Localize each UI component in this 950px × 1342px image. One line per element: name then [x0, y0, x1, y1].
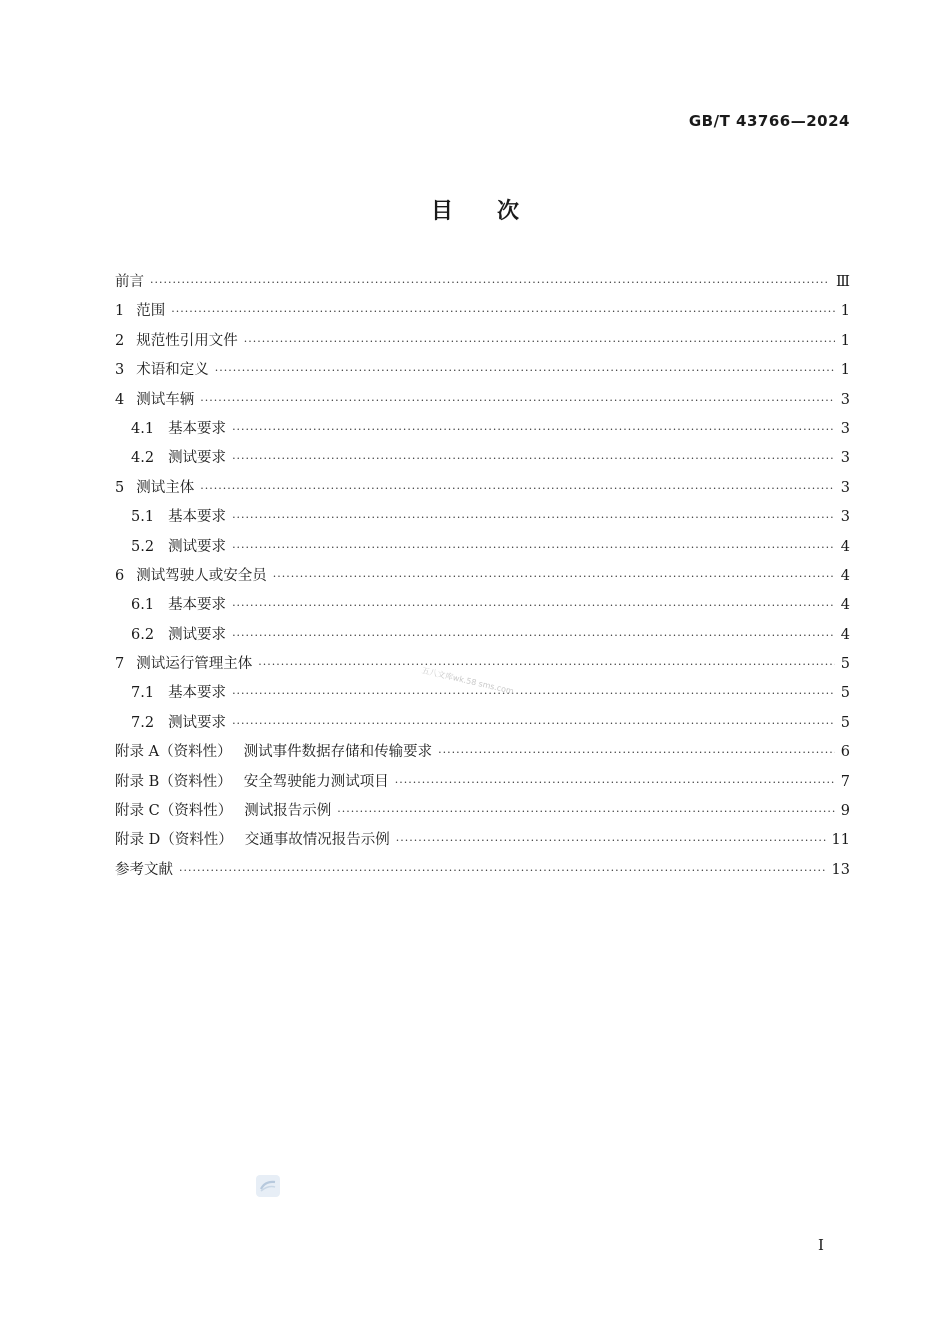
toc-entry[interactable] [115, 652, 850, 681]
toc-entry-number: 附录 D（资料性） [115, 832, 233, 849]
dot-leader [337, 805, 835, 818]
dot-leader [232, 629, 835, 642]
standard-number: GB/T 43766—2024 [688, 112, 850, 130]
toc-entry-number: 7.1 [131, 685, 155, 702]
toc-entry-number: 3 [115, 362, 125, 379]
watermark-text: 五八文库wk.58 sms.com [420, 665, 515, 696]
toc-entry-number: 2 [115, 332, 125, 349]
toc-entry[interactable] [115, 770, 850, 799]
toc-entry-label: 测试驾驶人或安全员 [136, 567, 267, 584]
toc-entry-number: 7.2 [131, 714, 155, 731]
toc-entry-label: 基本要求 [168, 597, 227, 614]
toc-entry-label: 规范性引用文件 [136, 332, 238, 349]
dot-leader [396, 834, 826, 847]
toc-entry-label: 测试运行管理主体 [136, 656, 253, 673]
toc-entry-label: 测试事件数据存储和传输要求 [243, 744, 433, 761]
toc-entry-label: 测试要求 [168, 626, 227, 643]
toc-entry-label: 测试主体 [136, 479, 195, 496]
dot-leader [258, 658, 835, 671]
toc-entry[interactable] [115, 740, 850, 769]
toc-entry-label: 基本要求 [168, 509, 227, 526]
toc-entry[interactable] [115, 593, 850, 622]
toc-entry-label: 测试车辆 [136, 391, 195, 408]
toc-entry-label: 安全驾驶能力测试项目 [243, 773, 389, 790]
toc-entry[interactable] [115, 828, 850, 857]
toc-entry-number: 附录 A（资料性） [115, 744, 232, 761]
toc-entry[interactable] [115, 799, 850, 828]
toc-entry-label: 范围 [136, 303, 166, 320]
toc-entry[interactable] [115, 299, 850, 328]
toc-entry-page: 11 [831, 832, 850, 849]
toc-entry-page: 6 [840, 744, 850, 761]
toc-entry-page: 4 [840, 597, 850, 614]
toc-entry-number: 5 [115, 479, 125, 496]
toc-entry-page: 5 [840, 714, 850, 731]
toc-entry-page: 3 [840, 509, 850, 526]
toc-entry-label: 测试要求 [168, 450, 227, 467]
toc-entry[interactable] [115, 564, 850, 593]
page-title: 目次 [430, 199, 563, 224]
dot-leader [232, 599, 835, 612]
dot-leader [200, 482, 835, 495]
toc-entry-number: 6.2 [131, 626, 155, 643]
dot-leader [171, 305, 835, 318]
dot-leader [179, 864, 826, 877]
toc-entry-number: 5.1 [131, 509, 155, 526]
toc-entry[interactable] [115, 358, 850, 387]
toc-entry-page: 9 [840, 803, 850, 820]
toc-entry-label: 术语和定义 [136, 362, 209, 379]
toc-entry[interactable] [115, 623, 850, 652]
dot-leader [232, 717, 835, 730]
toc-entry-number: 1 [115, 303, 125, 320]
toc-entry[interactable] [115, 858, 850, 887]
dot-leader [232, 452, 835, 465]
toc-entry-page: 4 [840, 567, 850, 584]
toc-entry-number: 6.1 [131, 597, 155, 614]
toc-entry-label: 前言 [115, 274, 144, 290]
dot-leader [232, 423, 835, 436]
toc-entry-number: 附录 B（资料性） [115, 773, 232, 790]
toc-entry-page: 4 [840, 626, 850, 643]
toc-entry-page: 1 [840, 362, 850, 379]
toc-entry[interactable] [115, 270, 850, 299]
toc-entry-number: 4.2 [131, 450, 155, 467]
toc-entry-label: 交通事故情况报告示例 [244, 832, 390, 849]
toc-entry-label: 测试要求 [168, 714, 227, 731]
toc-entry[interactable] [115, 329, 850, 358]
toc-entry-number: 4 [115, 391, 125, 408]
toc-entry-number: 7 [115, 656, 125, 673]
dot-leader [438, 746, 835, 759]
dot-leader [150, 276, 830, 289]
toc-entry-page: 13 [831, 861, 850, 878]
toc-entry-page: 5 [840, 685, 850, 702]
dot-leader [395, 776, 835, 789]
toc-entry-page: 1 [840, 303, 850, 320]
dot-leader [244, 335, 835, 348]
toc-entry-page: 3 [840, 420, 850, 437]
toc-entry-label: 参考文献 [115, 861, 173, 878]
toc-entry-number: 4.1 [131, 420, 155, 437]
table-of-contents [115, 270, 850, 887]
dot-leader [273, 570, 835, 583]
sac-logo-icon [256, 1175, 280, 1197]
toc-entry-number: 5.2 [131, 538, 155, 555]
toc-entry-page: 4 [840, 538, 850, 555]
dot-leader [232, 687, 835, 700]
toc-entry-number: 6 [115, 567, 125, 584]
toc-entry-page: 3 [840, 479, 850, 496]
toc-entry-label: 测试要求 [168, 538, 227, 555]
toc-entry-page: Ⅲ [836, 274, 850, 290]
toc-entry[interactable] [115, 476, 850, 505]
toc-entry-label: 测试报告示例 [244, 803, 332, 820]
toc-entry-page: 3 [840, 391, 850, 408]
toc-entry[interactable] [115, 711, 850, 740]
toc-entry-page: 5 [840, 656, 850, 673]
dot-leader [200, 394, 835, 407]
toc-entry-label: 基本要求 [168, 685, 227, 702]
toc-entry[interactable] [115, 505, 850, 534]
toc-entry[interactable] [115, 535, 850, 564]
page-number: I [818, 1236, 824, 1254]
toc-entry-number: 附录 C（资料性） [115, 803, 233, 820]
toc-entry-page: 3 [840, 450, 850, 467]
dot-leader [232, 541, 835, 554]
toc-entry-page: 7 [840, 773, 850, 790]
toc-entry-page: 1 [840, 332, 850, 349]
toc-entry-label: 基本要求 [168, 420, 227, 437]
dot-leader [232, 511, 835, 524]
toc-entry[interactable] [115, 446, 850, 475]
toc-entry[interactable] [115, 388, 850, 417]
dot-leader [215, 364, 835, 377]
toc-entry[interactable] [115, 417, 850, 446]
